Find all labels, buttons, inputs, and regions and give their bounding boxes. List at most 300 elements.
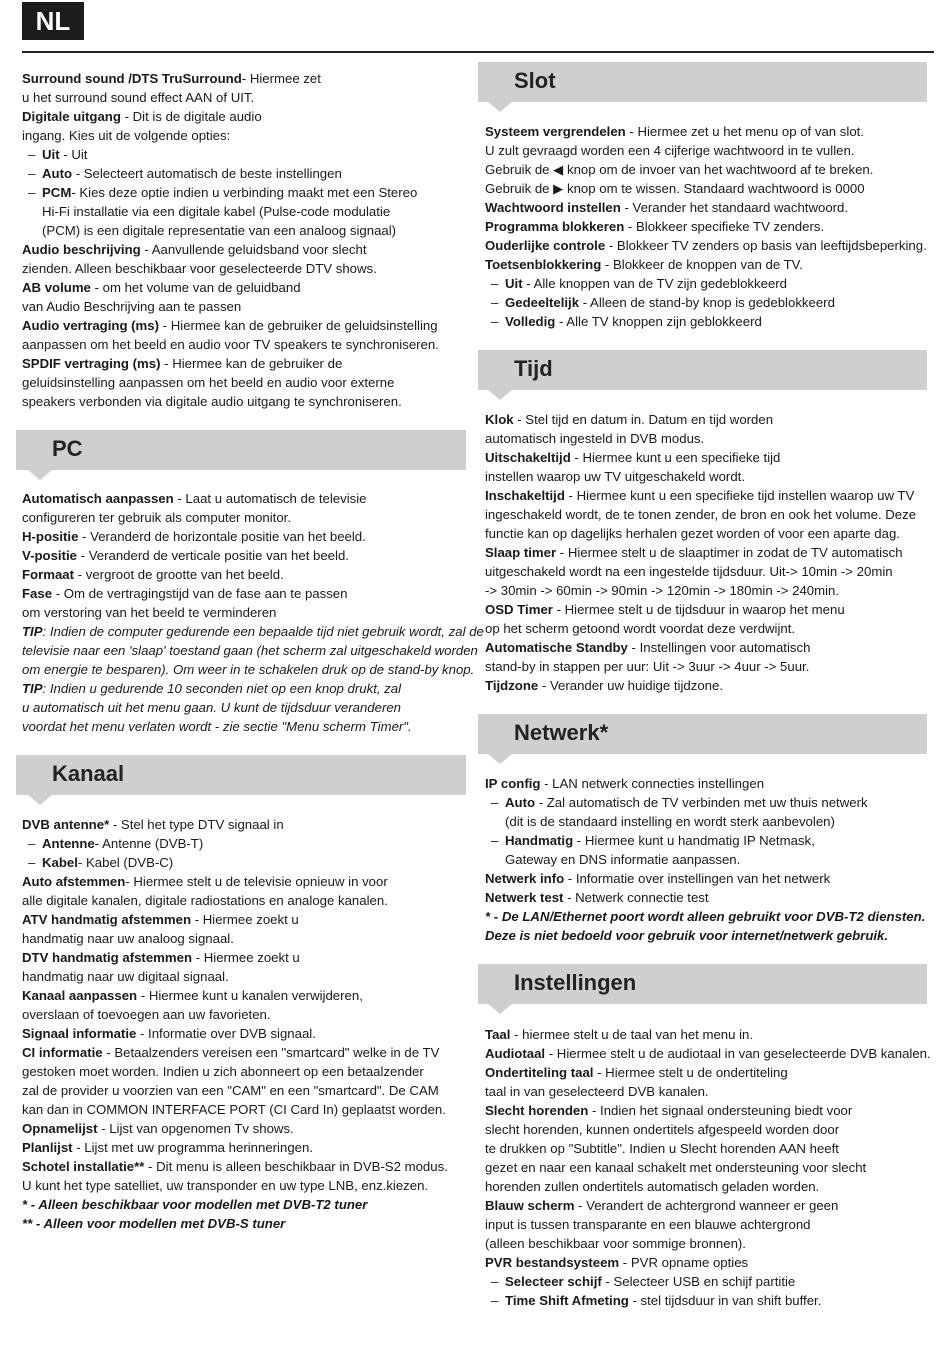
menu-option (22, 910, 472, 929)
footnote (485, 926, 935, 945)
menu-option (485, 1025, 935, 1044)
menu-option (22, 1024, 472, 1043)
option-name: Slecht horenden (485, 1103, 589, 1118)
tip-line (22, 698, 472, 717)
option-description: - stel tijdsduur in van shift buffer. (628, 1293, 822, 1308)
option-name: Volledig (505, 314, 556, 329)
option-description: - Lijst van opgenomen Tv shows. (97, 1121, 294, 1136)
text-line (22, 88, 472, 107)
option-name: Uit (505, 276, 523, 291)
option-description: gezet en naar een kanaal schakelt met ondersteuning voor slecht (485, 1160, 867, 1175)
option-name: Kanaal aanpassen (22, 988, 138, 1003)
header-notch (488, 754, 512, 764)
sub-option (485, 831, 935, 850)
continuation-line (22, 221, 472, 240)
header-rule (22, 51, 934, 53)
option-name: DVB antenne* (22, 817, 110, 832)
option-name: Opnamelijst (22, 1121, 98, 1136)
sub-option (485, 793, 935, 812)
bullet-dash: – (491, 295, 499, 310)
menu-option (485, 448, 935, 467)
option-description: kan dan in COMMON INTERFACE PORT (CI Card In) geplaatst worden. (22, 1102, 446, 1117)
menu-option (22, 489, 472, 508)
option-name: Programma blokkeren (485, 219, 625, 234)
option-name: OSD Timer (485, 602, 553, 617)
option-name: Blauw scherm (485, 1198, 575, 1213)
option-description: u het surround sound effect AAN of UIT. (22, 90, 255, 105)
option-description: alle digitale kanalen, digitale radiostations en analoge kanalen. (22, 893, 388, 908)
option-description: voordat het menu verlaten wordt - zie sectie "Menu scherm Timer". (22, 719, 412, 734)
instellingen-list (485, 1025, 935, 1310)
footnote (485, 907, 935, 926)
option-description: : Indien u gedurende 10 seconden niet op een knop drukt, zal (42, 681, 402, 696)
option-description: speakers verbonden via digitale audio uitgang te synchroniseren. (22, 394, 402, 409)
text-line (485, 1234, 935, 1253)
continuation-line (485, 850, 935, 869)
text-line (485, 1139, 935, 1158)
menu-option (22, 872, 472, 891)
option-name: Handmatig (505, 833, 574, 848)
option-description: - Hiermee kan de gebruiker de (160, 356, 343, 371)
option-description: - Alle knoppen van de TV zijn gedeblokkeerd (522, 276, 788, 291)
option-description: - Hiermee zoekt u (191, 912, 299, 927)
text-line (485, 1177, 935, 1196)
text-line (22, 373, 472, 392)
option-name: SPDIF vertraging (ms) (22, 356, 161, 371)
option-description: overslaan of toevoegen aan uw favorieten. (22, 1007, 271, 1022)
text-line (485, 160, 935, 179)
text-line (22, 335, 472, 354)
option-description: - Blokkeer TV zenders op basis van leeftijdsbeperking. (605, 238, 927, 253)
menu-option (485, 543, 935, 562)
slot-section (485, 122, 935, 331)
footnote (22, 1195, 472, 1214)
option-description: - om het volume van de geluidband (90, 280, 301, 295)
text-line (22, 1005, 472, 1024)
option-name: Systeem vergrendelen (485, 124, 626, 139)
menu-option (485, 255, 935, 274)
sub-option (485, 312, 935, 331)
option-description: geluidsinstelling aanpassen om het beeld en audio voor externe (22, 375, 395, 390)
option-name: Klok (485, 412, 514, 427)
option-name: V-positie (22, 548, 77, 563)
option-name: Toetsenblokkering (485, 257, 602, 272)
option-description: - Om de vertragingstijd van de fase aan te passen (52, 586, 348, 601)
kanaal-list (22, 815, 472, 1233)
option-description: - Betaalzenders vereisen een "smartcard" welke in de TV (102, 1045, 440, 1060)
option-description: zienden. Alleen beschikbaar voor geselecteerde DTV shows. (22, 261, 377, 276)
option-name: Audio beschrijving (22, 242, 141, 257)
option-description: - Veranderd de verticale positie van het beeld. (76, 548, 349, 563)
menu-option (485, 676, 935, 695)
bullet-dash: – (491, 1293, 499, 1308)
bullet-dash: – (28, 147, 36, 162)
tip-line (22, 660, 475, 679)
option-description: - Hiermee kunt u handmatig IP Netmask, (573, 833, 815, 848)
option-description: - Instellingen voor automatisch (627, 640, 811, 655)
header-notch (488, 102, 512, 112)
option-name: Formaat (22, 567, 75, 582)
header-notch (28, 470, 52, 480)
option-description: Gebruik de ▶ knop om te wissen. Standaard wachtwoord is 0000 (485, 181, 865, 196)
option-description: te drukken op "Subtitle". Indien u Slecht horenden AAN heeft (485, 1141, 839, 1156)
text-line (485, 505, 935, 524)
text-line (22, 1081, 472, 1100)
sub-option (22, 164, 472, 183)
sub-option (485, 293, 935, 312)
menu-option (22, 1043, 472, 1062)
text-line (22, 392, 472, 411)
netwerk-section (485, 774, 935, 945)
sub-option (22, 183, 472, 202)
menu-option (485, 486, 935, 505)
option-name: Slaap timer (485, 545, 557, 560)
menu-option (485, 1044, 935, 1063)
text-line (485, 524, 935, 543)
text-line (485, 581, 935, 600)
option-name: Audiotaal (485, 1046, 546, 1061)
menu-option (22, 240, 472, 259)
option-name: Digitale uitgang (22, 109, 121, 124)
text-line (22, 508, 472, 527)
option-description: - Alle TV knoppen zijn geblokkeerd (555, 314, 762, 329)
option-description: - Lijst met uw programma herinneringen. (72, 1140, 313, 1155)
menu-option (22, 565, 472, 584)
text-line (22, 126, 472, 145)
option-name: IP config (485, 776, 541, 791)
pc-list (22, 489, 484, 736)
option-name: PCM (42, 185, 72, 200)
sub-option (22, 145, 472, 164)
sub-option (22, 853, 472, 872)
option-description: * - Alleen beschikbaar voor modellen met DVB-T2 tuner (22, 1197, 368, 1212)
option-description: - vergroot de grootte van het beeld. (74, 567, 284, 582)
menu-option (22, 354, 472, 373)
option-name: Surround sound /DTS TruSurround (22, 71, 242, 86)
option-name: Auto afstemmen (22, 874, 126, 889)
option-description: input is tussen transparante en een blauwe achtergrond (485, 1217, 811, 1232)
netwerk-list (485, 774, 935, 945)
text-line (485, 467, 935, 486)
option-name: Netwerk test (485, 890, 564, 905)
option-description: - Informatie over DVB signaal. (136, 1026, 316, 1041)
menu-option (485, 1063, 935, 1082)
text-line (485, 619, 935, 638)
sub-option (485, 1272, 935, 1291)
option-description: - Hiermee stelt u de audiotaal in van geselecteerde DVB kanalen. (545, 1046, 931, 1061)
option-description: slecht horenden, kunnen ondertitels afgespeeld worden door (485, 1122, 840, 1137)
option-name: AB volume (22, 280, 91, 295)
bullet-dash: – (28, 185, 36, 200)
option-name: Automatische Standby (485, 640, 628, 655)
menu-option (485, 1253, 935, 1272)
menu-option (22, 1119, 472, 1138)
option-description: - Hiermee kunt u een specifieke tijd instellen waarop uw TV (564, 488, 915, 503)
bullet-dash: – (28, 836, 36, 851)
option-description: - PVR opname opties (619, 1255, 749, 1270)
option-description: * - De LAN/Ethernet poort wordt alleen gebruikt voor DVB-T2 diensten. (485, 909, 926, 924)
sub-option (485, 274, 935, 293)
section-title: Tijd (514, 356, 553, 381)
menu-option (22, 69, 472, 88)
option-description: - hiermee stelt u de taal van het menu in. (510, 1027, 754, 1042)
menu-option (22, 584, 472, 603)
option-name: Ouderlijke controle (485, 238, 606, 253)
option-name: H-positie (22, 529, 79, 544)
menu-option (22, 546, 472, 565)
section-header-kanaal (16, 755, 466, 795)
continuation-line (22, 202, 472, 221)
option-name: TIP (22, 681, 43, 696)
language-tab (22, 2, 84, 40)
menu-option (485, 1101, 935, 1120)
option-description: - Selecteer USB en schijf partitie (601, 1274, 796, 1289)
instellingen-section (485, 1025, 935, 1310)
option-name: Kabel (42, 855, 78, 870)
text-line (22, 891, 472, 910)
menu-option (22, 986, 472, 1005)
option-description: U zult gevraagd worden een 4 cijferige wachtwoord in te vullen. (485, 143, 855, 158)
section-header-instellingen (478, 964, 927, 1004)
option-description: (alleen beschikbaar voor sommige bronnen). (485, 1236, 746, 1251)
option-description: - Selecteert automatisch de beste instellingen (72, 166, 342, 181)
header-notch (28, 795, 52, 805)
menu-option (485, 217, 935, 236)
section-header-tijd (478, 350, 927, 390)
bullet-dash: – (28, 166, 36, 181)
section-header-netwerk (478, 714, 927, 754)
option-description: - Indien het signaal ondersteuning biedt voor (588, 1103, 853, 1118)
option-description: u automatisch uit het menu gaan. U kunt de tijdsduur veranderen (22, 700, 402, 715)
continuation-line (485, 812, 935, 831)
option-description: ingeschakeld wordt, de te tonen zender, de bron en ook het volume. Deze (485, 507, 917, 522)
menu-option (485, 122, 935, 141)
tip-line (22, 641, 478, 660)
text-line (22, 1062, 472, 1081)
section-title: Netwerk* (514, 720, 609, 745)
option-description: - Zal automatisch de TV verbinden met uw thuis netwerk (535, 795, 868, 810)
section-header-pc (16, 430, 466, 470)
slot-list (485, 122, 935, 331)
menu-option (485, 1196, 935, 1215)
text-line (485, 179, 935, 198)
option-description: - Hiermee zoekt u (192, 950, 300, 965)
menu-option (22, 948, 472, 967)
text-line (22, 1176, 472, 1195)
option-description: - Netwerk connectie test (563, 890, 709, 905)
option-description: van Audio Beschrijving aan te passen (22, 299, 242, 314)
sub-option (22, 834, 472, 853)
text-line (485, 1215, 935, 1234)
option-description: zal de provider u voorzien van een "CAM" en een "smartcard". De CAM (22, 1083, 439, 1098)
option-description: functie kan op dagelijks herhalen gezet worden of voor een aparte dag. (485, 526, 900, 541)
menu-option (22, 278, 472, 297)
option-name: Planlijst (22, 1140, 73, 1155)
option-description: - Stel het type DTV signaal in (109, 817, 284, 832)
option-description: handmatig naar uw analoog signaal. (22, 931, 234, 946)
option-description: - Verander het standaard wachtwoord. (620, 200, 849, 215)
bullet-dash: – (491, 833, 499, 848)
option-description: (dit is de standaard instelling en wordt sterk aanbevolen) (505, 814, 835, 829)
option-name: PVR bestandsysteem (485, 1255, 620, 1270)
option-description: configureren ter gebruik als computer monitor. (22, 510, 292, 525)
option-name: Selecteer schijf (505, 1274, 602, 1289)
option-name: Gedeeltelijk (505, 295, 580, 310)
option-description: - Stel tijd en datum in. Datum en tijd worden (513, 412, 774, 427)
option-description: ** - Alleen voor modellen met DVB-S tuner (22, 1216, 286, 1231)
menu-option (485, 600, 935, 619)
option-description: - Dit menu is alleen beschikbaar in DVB-S2 modus. (144, 1159, 448, 1174)
menu-option (485, 888, 935, 907)
option-description: handmatig naar uw digitaal signaal. (22, 969, 229, 984)
menu-option (485, 638, 935, 657)
option-name: DTV handmatig afstemmen (22, 950, 193, 965)
option-description: - Hiermee stelt u de televisie opnieuw in voor (125, 874, 388, 889)
option-name: ATV handmatig afstemmen (22, 912, 192, 927)
option-description: - Kabel (DVB-C) (77, 855, 174, 870)
option-description: instellen waarop uw TV uitgeschakeld wordt. (485, 469, 745, 484)
tip-line (22, 717, 472, 736)
option-description: - Hiermee zet (241, 71, 321, 86)
text-line (485, 141, 935, 160)
option-name: Wachtwoord instellen (485, 200, 621, 215)
section-title: Instellingen (514, 970, 637, 995)
option-description: op het scherm getoond wordt voordat deze verdwijnt. (485, 621, 796, 636)
option-description: - Laat u automatisch de televisie (173, 491, 367, 506)
header-notch (488, 390, 512, 400)
menu-option (22, 527, 472, 546)
intro-list (22, 69, 472, 411)
option-description: taal in van geselecteerd DVB kanalen. (485, 1084, 709, 1099)
option-name: Signaal informatie (22, 1026, 137, 1041)
option-name: Antenne (42, 836, 95, 851)
option-description: aanpassen om het beeld en audio voor TV speakers te synchroniseren. (22, 337, 439, 352)
option-name: Netwerk info (485, 871, 565, 886)
pc-section (22, 489, 484, 736)
bullet-dash: – (491, 276, 499, 291)
option-description: automatisch ingesteld in DVB modus. (485, 431, 705, 446)
menu-option (22, 1157, 472, 1176)
menu-option (485, 774, 935, 793)
option-description: - Veranderd de horizontale positie van het beeld. (78, 529, 366, 544)
menu-option (22, 1138, 472, 1157)
option-description: - Kies deze optie indien u verbinding maakt met een Stereo (71, 185, 418, 200)
option-description: - Verander uw huidige tijdzone. (538, 678, 723, 693)
option-name: TIP (22, 624, 43, 639)
option-description: uitgeschakeld wordt na een ingestelde tijdsduur. Uit-> 10min -> 20min (485, 564, 893, 579)
option-description: om verstoring van het beeld te verminderen (22, 605, 277, 620)
option-name: Uitschakeltijd (485, 450, 571, 465)
option-description: televisie naar een 'slaap' toestand gaan (het scherm zal uitgeschakeld worden (22, 643, 478, 658)
option-description: U kunt het type satelliet, uw transponder en uw type LNB, enz.kiezen. (22, 1178, 429, 1193)
option-name: Auto (505, 795, 536, 810)
option-description: ingang. Kies uit de volgende opties: (22, 128, 231, 143)
text-line (485, 429, 935, 448)
text-line (485, 1120, 935, 1139)
section-title: PC (52, 436, 83, 461)
text-line (22, 297, 472, 316)
option-description: Hi-Fi installatie via een digitale kabel (Pulse-code modulatie (42, 204, 391, 219)
option-name: CI informatie (22, 1045, 103, 1060)
menu-option (485, 198, 935, 217)
option-description: Gebruik de ◀ knop om de invoer van het wachtwoord af te breken. (485, 162, 874, 177)
option-description: - Uit (59, 147, 88, 162)
header-notch (488, 1004, 512, 1014)
menu-option (22, 815, 472, 834)
option-description: Deze is niet bedoeld voor gebruik voor internet/netwerk gebruik. (485, 928, 889, 943)
option-description: - Blokkeer de knoppen van de TV. (601, 257, 803, 272)
option-name: Audio vertraging (ms) (22, 318, 160, 333)
section-title: Kanaal (52, 761, 125, 786)
option-description: horenden zullen ondertitels automatisch geladen worden. (485, 1179, 820, 1194)
menu-option (485, 410, 935, 429)
kanaal-section (22, 815, 472, 1233)
option-name: Taal (485, 1027, 511, 1042)
option-name: Auto (42, 166, 73, 181)
option-description: (PCM) is een digitale representatie van een analoog signaal) (42, 223, 397, 238)
bullet-dash: – (491, 314, 499, 329)
option-description: - Antenne (DVB-T) (94, 836, 204, 851)
tijd-section (485, 410, 935, 695)
option-name: Uit (42, 147, 60, 162)
text-line (485, 562, 935, 581)
option-description: Gateway en DNS informatie aanpassen. (505, 852, 741, 867)
sub-option (485, 1291, 935, 1310)
option-description: - Hiermee stelt u de slaaptimer in zodat de TV automatisch (556, 545, 903, 560)
option-description: - Hiermee kunt u een specifieke tijd (570, 450, 781, 465)
section-header-slot (478, 62, 927, 102)
text-line (485, 1158, 935, 1177)
text-line (22, 1100, 472, 1119)
option-description: - Verandert de achtergrond wanneer er geen (574, 1198, 839, 1213)
footnote (22, 1214, 472, 1233)
option-name: Time Shift Afmeting (505, 1293, 629, 1308)
menu-option (485, 236, 935, 255)
intro-section (22, 69, 472, 411)
option-description: - Hiermee kunt u kanalen verwijderen, (137, 988, 363, 1003)
bullet-dash: – (491, 795, 499, 810)
tijd-list (485, 410, 935, 695)
option-description: - Hiermee zet u het menu op of van slot. (625, 124, 864, 139)
option-description: - Hiermee stelt u de ondertiteling (593, 1065, 788, 1080)
option-name: Automatisch aanpassen (22, 491, 174, 506)
menu-option (22, 107, 472, 126)
option-name: Inschakeltijd (485, 488, 565, 503)
tip-line (22, 679, 472, 698)
option-name: Schotel installatie** (22, 1159, 145, 1174)
option-description: - Hiermee kan de gebruiker de geluidsinstelling (159, 318, 438, 333)
option-description: - Alleen de stand-by knop is gedeblokkeerd (579, 295, 835, 310)
option-description: : Indien de computer gedurende een bepaalde tijd niet gebruik wordt, zal de (42, 624, 484, 639)
option-description: gestoken moet worden. Indien u zich abonneert op een betaalzender (22, 1064, 424, 1079)
option-description: - LAN netwerk connecties instellingen (540, 776, 765, 791)
option-description: -> 30min -> 60min -> 90min -> 120min -> 180min -> 240min. (485, 583, 840, 598)
option-description: - Informatie over instellingen van het netwerk (564, 871, 831, 886)
option-name: Fase (22, 586, 53, 601)
option-description: - Aanvullende geluidsband voor slecht (140, 242, 367, 257)
text-line (485, 657, 935, 676)
option-description: - Hiermee stelt u de tijdsduur in waarop het menu (552, 602, 845, 617)
option-description: om energie te besparen). Om weer in te schakelen druk op de stand-by knop. (22, 662, 475, 677)
bullet-dash: – (28, 855, 36, 870)
option-description: stand-by in stappen per uur: Uit -> 3uur -> 4uur -> 5uur. (485, 659, 810, 674)
text-line (22, 929, 472, 948)
text-line (485, 1082, 935, 1101)
section-title: Slot (514, 68, 556, 93)
menu-option (485, 869, 935, 888)
text-line (22, 259, 472, 278)
text-line (22, 967, 472, 986)
